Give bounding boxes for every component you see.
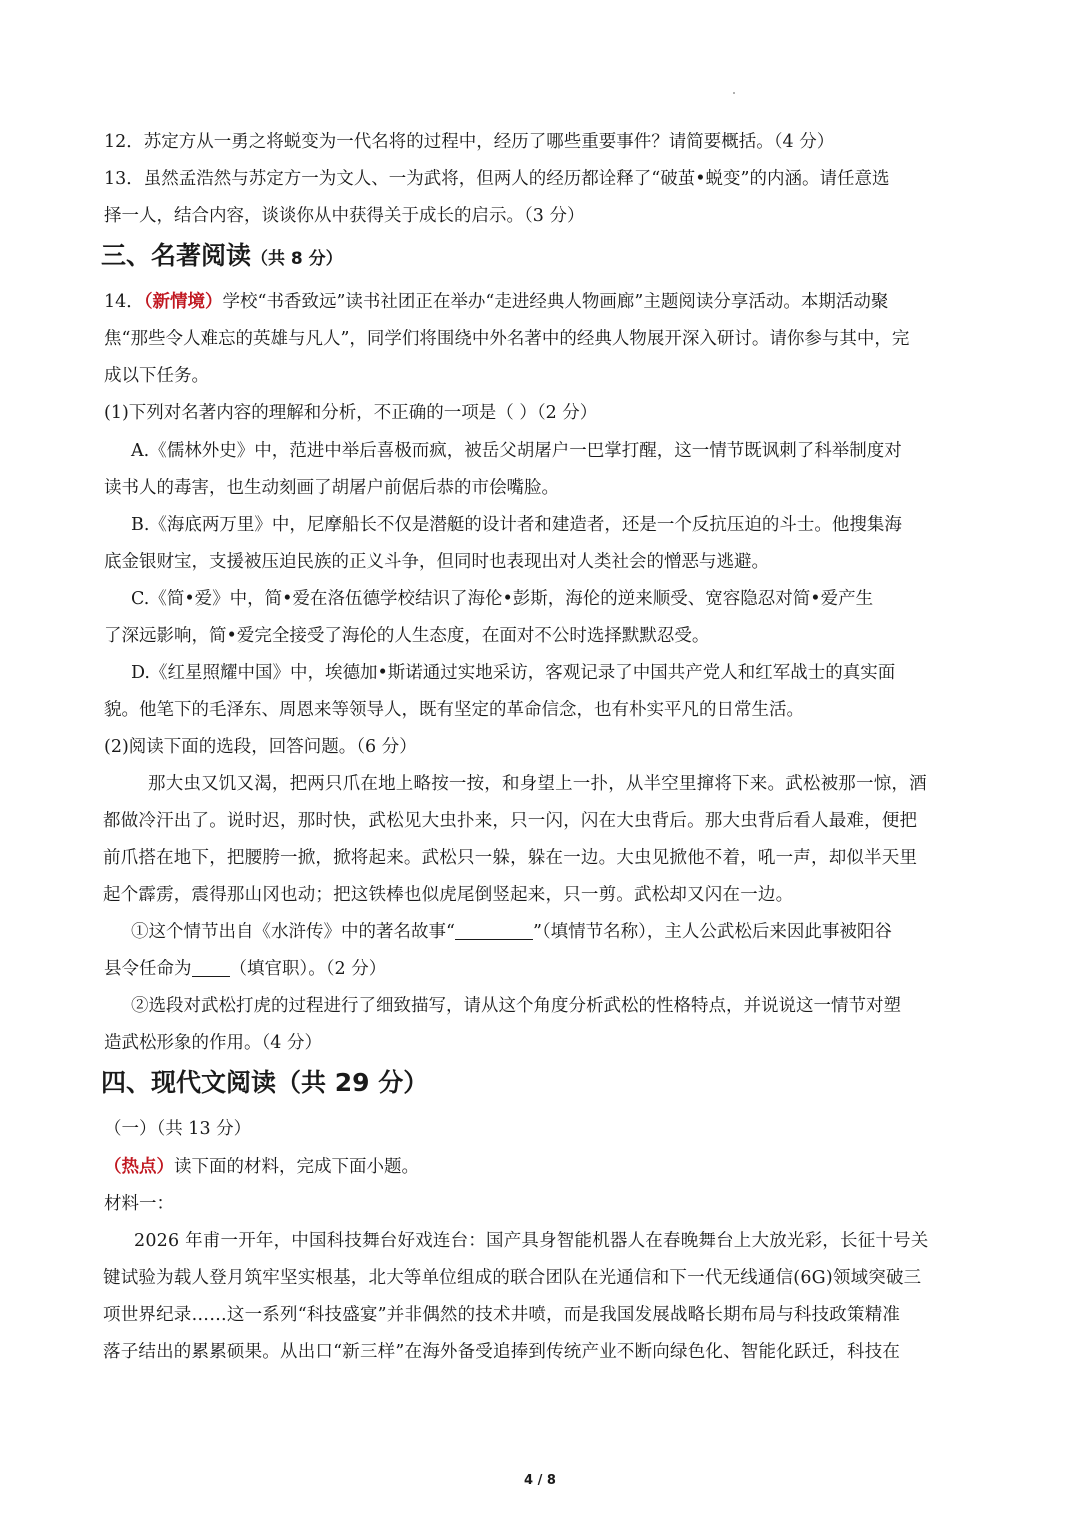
question-i-text-a: ①这个情节出自《水浒传》中的著名故事“: [131, 922, 455, 942]
question-i-text-d: （填官职）。（2 分）: [229, 959, 387, 979]
page-number: 4 / 8: [524, 1473, 556, 1488]
question-14-line2: 焦“那些令人难忘的英雄与凡人”，同学们将围绕中外名著中的经典人物展开深入研讨。请你参与其中，完: [104, 329, 910, 349]
question-14-number: 14．: [104, 292, 144, 312]
answer-blank-story[interactable]: [455, 921, 533, 940]
question-i-text-c: 县令任命为: [104, 959, 192, 979]
option-b-line2: 底金银财宝，支援被压迫民族的正义斗争，但同时也表现出对人类社会的憎恶与逃避。: [104, 552, 769, 572]
material-paragraph-line3: 项世界纪录……这一系列“科技盛宴”并非偶然的技术井喷，而是我国发展战略长期布局与科技政策精准: [103, 1305, 901, 1325]
option-d-line1: D.《红星照耀中国》中，埃德加•斯诺通过实地采访，客观记录了中国共产党人和红军战士的真实面: [131, 663, 896, 683]
question-13-line2: 择一人，结合内容，谈谈你从中获得关于成长的启示。（3 分）: [104, 206, 585, 226]
section-3-heading: [101, 240, 343, 275]
material-1-label: 材料一：: [104, 1194, 174, 1214]
question-ii-line2: 造武松形象的作用。（4 分）: [104, 1033, 322, 1053]
option-a-line2: 读书人的毒害，也生动刻画了胡屠户前倨后恭的市侩嘴脸。: [104, 478, 559, 498]
excerpt-line2: 都做冷汗出了。说时迟，那时快，武松见大虫扑来，只一闪，闪在大虫背后。那大虫背后看人最难，便把: [103, 811, 918, 831]
question-14-line1: [104, 290, 888, 314]
excerpt-line1: 那大虫又饥又渴，把两只爪在地上略按一按，和身望上一扑，从半空里撺将下来。武松被那一惊，酒: [148, 774, 927, 794]
new-context-tag: （新情境）: [143, 292, 223, 312]
hot-topic-text: 读下面的材料，完成下面小题。: [174, 1157, 419, 1177]
answer-blank-post[interactable]: [192, 958, 230, 977]
option-a-line1: A.《儒林外史》中，范进中举后喜极而疯，被岳父胡屠户一巴掌打醒，这一情节既讽刺了科举制度对: [131, 441, 902, 461]
option-c-line1: C.《简•爱》中，简•爱在洛伍德学校结识了海伦•彭斯，海伦的逆来顺受、宽容隐忍对简•爱产生: [131, 589, 874, 609]
option-b-line1: B.《海底两万里》中，尼摩船长不仅是潜艇的设计者和建造者，还是一个反抗压迫的斗士。他搜集海: [131, 515, 902, 535]
excerpt-line4: 起个霹雳，震得那山冈也动；把这铁棒也似虎尾倒竖起来，只一剪。武松却又闪在一边。: [103, 885, 794, 905]
material-paragraph-line2: 键试验为载人登月筑牢坚实根基，北大等单位组成的联合团队在光通信和下一代无线通信(6G)领域突破三: [103, 1268, 922, 1288]
question-14-line3: 成以下任务。: [104, 366, 209, 386]
question-i-line1: [131, 920, 892, 944]
question-12: 12．苏定方从一勇之将蜕变为一代名将的过程中，经历了哪些重要事件？请简要概括。（4 分）: [104, 132, 835, 152]
hot-tag: （热点）: [104, 1157, 174, 1177]
question-i-text-b: ”（填情节名称），主人公武松后来因此事被阳谷: [532, 922, 892, 942]
section-4-heading: 四、现代文阅读（共 29 分）: [101, 1068, 429, 1097]
scan-dot: [733, 92, 735, 94]
question-ii-line1: ②选段对武松打虎的过程进行了细致描写，请从这个角度分析武松的性格特点，并说说这一情节对塑: [131, 996, 901, 1016]
material-paragraph-line1: 2026 年甫一开年，中国科技舞台好戏连台：国产具身智能机器人在春晚舞台上大放光彩，长征十号关: [134, 1231, 929, 1251]
hot-topic-line: [104, 1155, 419, 1179]
excerpt-line3: 前爪搭在地下，把腰胯一掀，掀将起来。武松只一躲，躲在一边。大虫见掀他不着，吼一声，却似半天里: [103, 848, 918, 868]
section-3-title: 三、名著阅读: [101, 241, 252, 270]
sub-question-2: (2)阅读下面的选段，回答问题。（6 分）: [104, 737, 417, 757]
question-14-text: 学校“书香致远”读书社团正在举办“走进经典人物画廊”主题阅读分享活动。本期活动聚: [222, 292, 889, 312]
part-1-heading: （一）（共 13 分）: [104, 1119, 252, 1139]
question-13-line1: 13．虽然孟浩然与苏定方一为文人、一为武将，但两人的经历都诠释了“破茧•蜕变”的内涵。请任意选: [104, 169, 890, 189]
question-i-line2: [104, 957, 386, 981]
section-3-score: （共 8 分）: [251, 249, 343, 269]
sub-question-1: (1)下列对名著内容的理解和分析，不正确的一项是（ ）（2 分）: [104, 403, 598, 423]
option-d-line2: 貌。他笔下的毛泽东、周恩来等领导人，既有坚定的革命信念，也有朴实平凡的日常生活。: [104, 700, 804, 720]
option-c-line2: 了深远影响，简•爱完全接受了海伦的人生态度，在面对不公时选择默默忍受。: [104, 626, 710, 646]
material-paragraph-line4: 落子结出的累累硕果。从出口“新三样”在海外备受追捧到传统产业不断向绿色化、智能化跃迁，科技在: [103, 1342, 901, 1362]
